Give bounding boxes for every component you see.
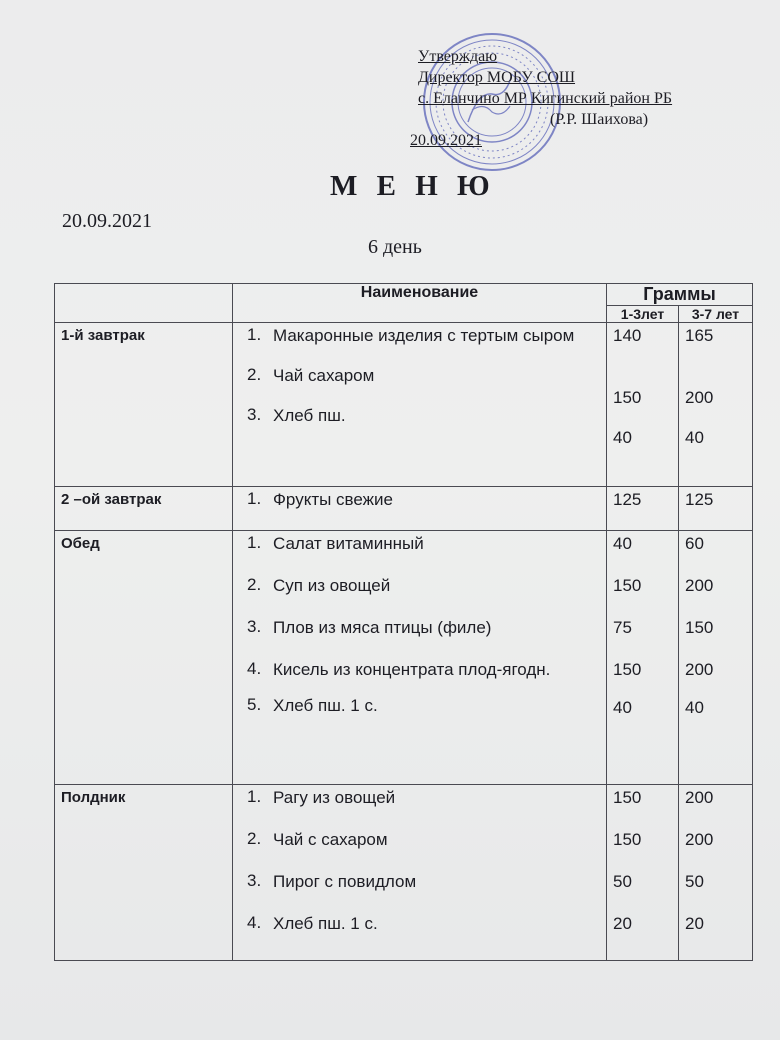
dish-name: Хлеб пш. 1 с. (273, 914, 378, 933)
list-item: 1. Фрукты свежие (233, 489, 606, 511)
list-item: 4. Кисель из концентрата плод-ягодн. (233, 659, 606, 681)
grams-1-3: 40 150 75 150 40 (607, 531, 679, 785)
menu-day: 6 день (368, 236, 422, 258)
meal-items (233, 487, 607, 531)
grams-3-7: 165 200 40 (679, 323, 753, 487)
table-row (55, 785, 753, 961)
list-item: 1. Рагу из овощей (233, 787, 606, 809)
approval-heading: Утверждаю (418, 48, 498, 65)
approval-block (410, 46, 673, 151)
list-item: 3. Плов из мяса птицы (филе) (233, 617, 606, 639)
approval-signatory: (Р.Р. Шаихова) (550, 111, 649, 128)
grams-1-3: 150 150 50 20 (607, 785, 679, 961)
table-row (55, 531, 753, 785)
document-date: 20.09.2021 (62, 210, 152, 232)
grams-3-7: 60 200 150 200 40 (679, 531, 753, 785)
approval-position: Директор МОБУ СОШ (418, 69, 576, 86)
list-item: 1. Макаронные изделия с тертым сыром (233, 325, 606, 347)
dish-name: Плов из мяса птицы (филе) (273, 618, 492, 637)
header-age-1-3: 1-3лет (607, 306, 679, 323)
dish-name: Рагу из овощей (273, 788, 396, 807)
header-age-3-7: 3-7 лет (679, 306, 753, 323)
grams-1-3: 125 (607, 487, 679, 531)
header-grams: Граммы (607, 284, 753, 306)
dish-name: Кисель из концентрата плод-ягодн. (273, 660, 551, 679)
dish-name: Фрукты свежие (273, 490, 393, 509)
approval-school: с. Еланчино МР Кигинский район РБ (418, 90, 673, 107)
list-item: 4. Хлеб пш. 1 с. (233, 913, 606, 935)
approval-date: 20.09.2021 (410, 132, 482, 149)
grams-1-3: 140 150 40 (607, 323, 679, 487)
meal-name: 2 –ой завтрак (55, 487, 233, 531)
meal-name: Обед (55, 531, 233, 785)
dish-name: Хлеб пш. (273, 406, 346, 425)
menu-table (54, 283, 753, 961)
meal-items (233, 785, 607, 961)
meal-items (233, 531, 607, 785)
meal-items (233, 323, 607, 487)
list-item: 1. Салат витаминный (233, 533, 606, 555)
list-item: 2. Чай сахаром (233, 365, 606, 387)
meal-name: Полдник (55, 785, 233, 961)
list-item: 3. Хлеб пш. (233, 405, 606, 427)
page-title: М Е Н Ю (330, 170, 496, 202)
dish-name: Пирог с повидлом (273, 872, 417, 891)
list-item: 2. Чай с сахаром (233, 829, 606, 851)
dish-name: Суп из овощей (273, 576, 391, 595)
grams-3-7: 125 (679, 487, 753, 531)
header-empty-cell (55, 284, 233, 323)
table-row (55, 323, 753, 487)
table-row (55, 487, 753, 531)
meal-name: 1-й завтрак (55, 323, 233, 487)
grams-3-7: 200 200 50 20 (679, 785, 753, 961)
dish-name: Чай с сахаром (273, 830, 388, 849)
dish-name: Макаронные изделия с тертым сыром (273, 326, 575, 345)
header-name: Наименование (233, 284, 607, 323)
dish-name: Хлеб пш. 1 с. (273, 696, 378, 715)
list-item: 2. Суп из овощей (233, 575, 606, 597)
list-item: 5. Хлеб пш. 1 с. (233, 695, 606, 717)
dish-name: Салат витаминный (273, 534, 424, 553)
dish-name: Чай сахаром (273, 366, 375, 385)
list-item: 3. Пирог с повидлом (233, 871, 606, 893)
